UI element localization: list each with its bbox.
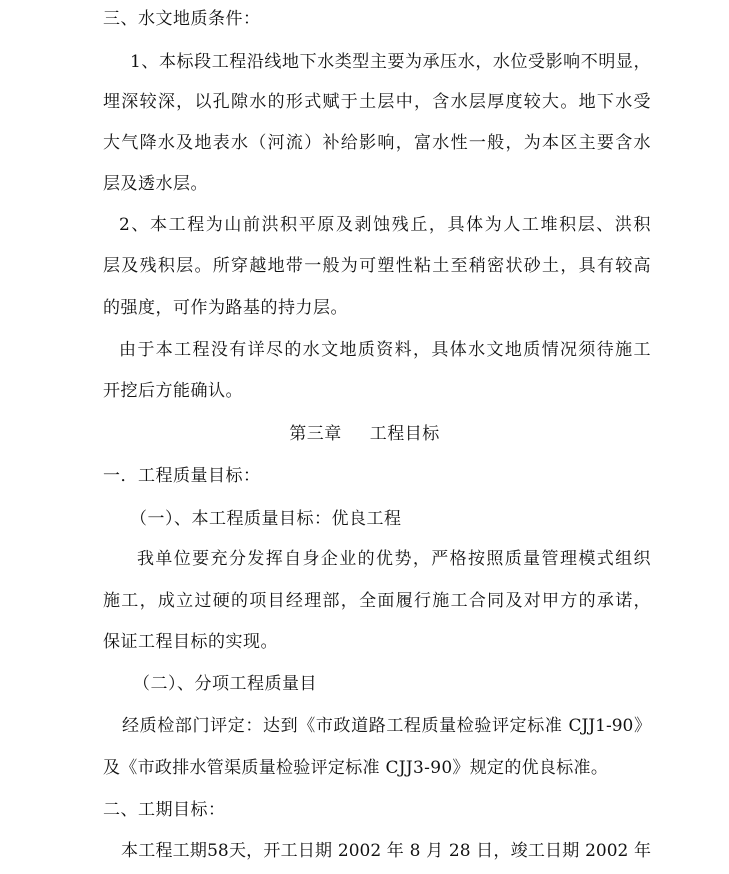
paragraph-6-line-1: 本工程工期58天，开工日期 2002 年 8 月 28 日，竣工日期 2002 年 — [121, 841, 651, 861]
paragraph-1-line-1: 1、本标段工程沿线地下水类型主要为承压水，水位受影响不明显， — [130, 52, 651, 72]
paragraph-2-line-2: 层及残积层。所穿越地带一般为可塑性粘土至稍密状砂土，具有较高 — [103, 256, 651, 276]
paragraph-4-line-2: 施工，成立过硬的项目经理部，全面履行施工合同及对甲方的承诺， — [103, 591, 651, 611]
paragraph-3-line-2: 开挖后方能确认。 — [103, 381, 243, 401]
paragraph-5-line-2: 及《市政排水管渠质量检验评定标准 CJJ3-90》规定的优良标准。 — [103, 758, 609, 778]
paragraph-1-line-3: 大气降水及地表水（河流）补给影响，富水性一般，为本区主要含水 — [103, 133, 651, 153]
paragraph-4-line-1: 我单位要充分发挥自身企业的优势，严格按照质量管理模式组织 — [137, 549, 651, 569]
paragraph-1-line-2: 埋深较深，以孔隙水的形式赋于土层中，含水层厚度较大。地下水受 — [103, 92, 651, 112]
paragraph-4-line-3: 保证工程目标的实现。 — [103, 632, 278, 652]
section-heading-hydrogeology: 三、水文地质条件： — [103, 9, 261, 29]
chapter-number: 第三章 — [289, 424, 342, 444]
quality-goal-subheading-2: （二）、分项工程质量目 — [133, 674, 317, 694]
chapter-title: 工程目标 — [369, 424, 440, 444]
chapter-heading — [0, 423, 729, 445]
paragraph-2-line-1: 2、本工程为山前洪积平原及剥蚀残丘，具体为人工堆积层、洪积 — [119, 215, 651, 235]
paragraph-5-line-1: 经质检部门评定：达到《市政道路工程质量检验评定标准 CJJ1-90》 — [122, 716, 651, 736]
paragraph-1-line-4: 层及透水层。 — [103, 174, 208, 194]
paragraph-3-line-1: 由于本工程没有详尽的水文地质资料，具体水文地质情况须待施工 — [119, 340, 651, 360]
quality-goal-heading: 一．工程质量目标： — [103, 466, 261, 486]
paragraph-2-line-3: 的强度，可作为路基的持力层。 — [103, 298, 348, 318]
schedule-goal-heading: 二、工期目标： — [103, 800, 226, 820]
quality-goal-subheading-1: （一）、本工程质量目标：优良工程 — [130, 509, 402, 529]
